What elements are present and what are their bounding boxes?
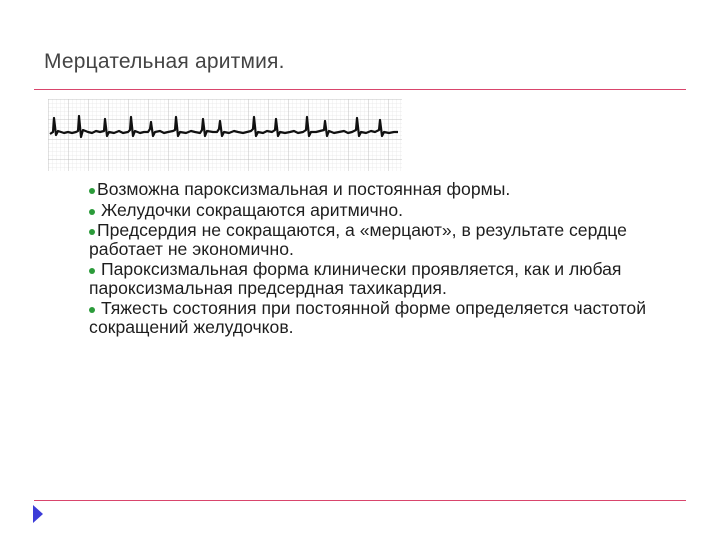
bullet-dot-icon	[89, 209, 95, 215]
list-item	[89, 221, 689, 258]
next-slide-arrow-icon[interactable]	[33, 505, 43, 523]
slide-title: Мерцательная аритмия.	[44, 50, 285, 73]
ecg-grid	[48, 99, 402, 171]
list-item	[89, 180, 689, 199]
footer-divider	[34, 500, 686, 501]
list-item	[89, 260, 689, 297]
bullet-text: Возможна пароксизмальная и постоянная формы.	[97, 179, 511, 199]
title-divider	[34, 89, 686, 90]
bullet-dot-icon	[89, 188, 95, 194]
list-item	[89, 299, 689, 336]
bullet-text: Желудочки сокращаются аритмично.	[101, 199, 404, 220]
bullet-list	[89, 180, 689, 338]
bullet-dot-icon	[89, 268, 95, 274]
bullet-text: Предсердия не сокращаются, а «мерцают», в результате сердце работает не экономично.	[89, 220, 627, 259]
bullet-text: Пароксизмальная форма клинически проявляется, как и любая пароксизмальная предсердная тахикардия.	[89, 259, 622, 298]
ecg-strip	[48, 99, 402, 171]
list-item	[89, 201, 689, 220]
bullet-text: Тяжесть состояния при постоянной форме определяется частотой сокращений желудочков.	[89, 298, 647, 337]
bullet-dot-icon	[89, 229, 95, 235]
bullet-dot-icon	[89, 307, 95, 313]
